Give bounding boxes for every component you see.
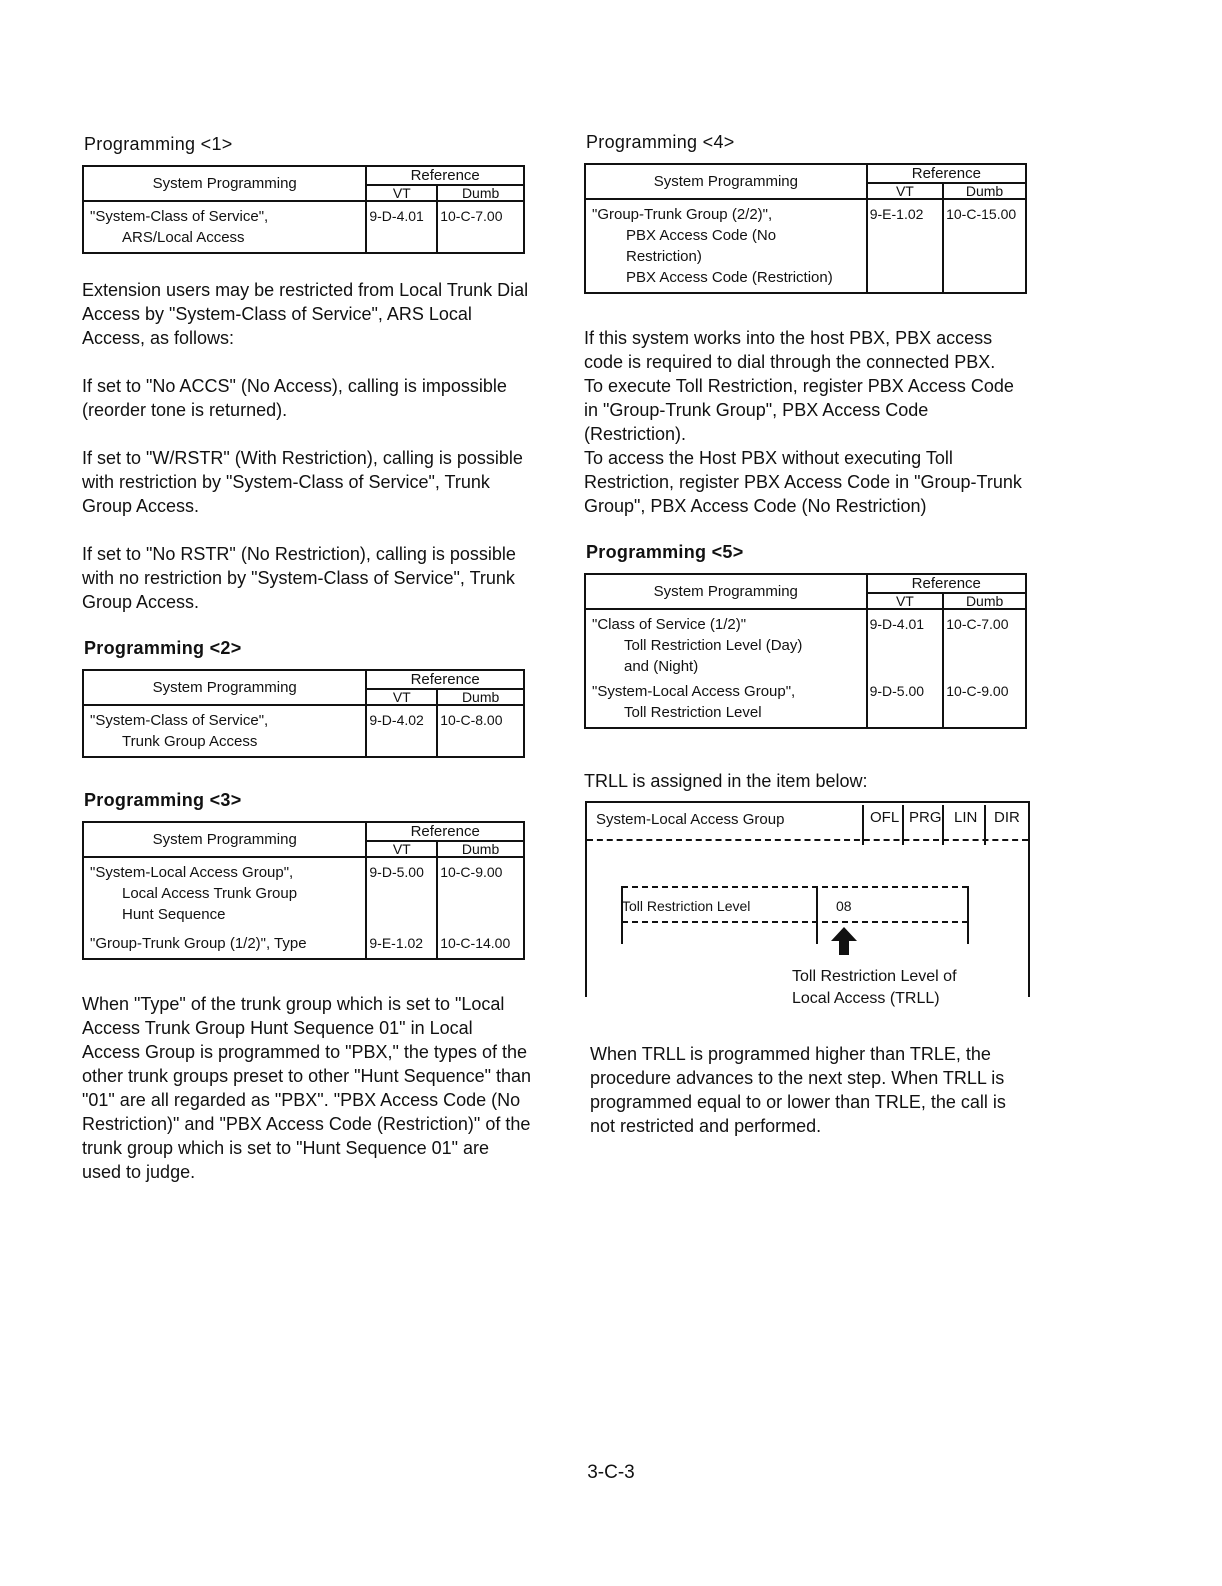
toll-restriction-level-label: Toll Restriction Level — [622, 898, 751, 914]
paragraph: If set to "W/RSTR" (With Restriction), calling is possible with restriction by "System-Class of Service", Trunk Group Access. — [82, 448, 523, 516]
paragraph: Extension users may be restricted from Local Trunk Dial Access by "System-Class of Service", ARS Local Access, as follows: — [82, 280, 529, 348]
prog4-vt-header: VT — [867, 183, 943, 199]
prog1-dumb-header: Dumb — [437, 185, 524, 201]
prog3-vt-header: VT — [366, 841, 437, 857]
field-separator — [984, 805, 986, 845]
field-separator — [902, 805, 904, 845]
prog5-dumb-header: Dumb — [943, 593, 1026, 609]
prog2-system-programming-header: System Programming — [83, 670, 366, 705]
caption-line: Local Access (TRLL) — [792, 990, 940, 1007]
prog2-table — [82, 669, 525, 758]
item-line: "Group-Trunk Group (2/2)", — [592, 206, 773, 223]
item-line: PBX Access Code (No — [626, 227, 777, 244]
item-line: "System-Local Access Group", — [592, 683, 796, 700]
right-column — [584, 132, 1032, 1138]
item-line: Toll Restriction Level — [624, 704, 762, 721]
prog5-title: Programming <5> — [586, 542, 744, 562]
prog3-title: Programming <3> — [84, 790, 242, 810]
prog2-dumb-value: 10-C-8.00 — [437, 705, 524, 757]
prog2-vt-value: 9-D-4.02 — [366, 705, 437, 757]
prog2-reference-header: Reference — [366, 670, 524, 689]
paragraph: To access the Host PBX without executing Toll Restriction, register PBX Access Code in "Group-Trunk Group", PBX Access Code (No Restriction) — [584, 448, 1022, 516]
prog3-reference-header: Reference — [366, 822, 524, 841]
left-column — [82, 134, 532, 1184]
item-line: "System-Class of Service", — [90, 712, 269, 729]
item-line: "System-Local Access Group", — [90, 864, 294, 881]
field-prg: PRG — [909, 809, 942, 826]
frame-dashed-line — [587, 839, 1028, 841]
item-line: Hunt Sequence — [122, 906, 226, 923]
item-line: PBX Access Code (Restriction) — [626, 269, 833, 286]
trll-caption — [792, 966, 957, 1010]
prog3-item-2 — [83, 929, 366, 959]
page-number: 3-C-3 — [587, 1462, 635, 1483]
item-line: ARS/Local Access — [122, 229, 245, 246]
prog5-dumb-value-1: 10-C-7.00 — [943, 609, 1026, 681]
prog5-system-programming-header: System Programming — [585, 574, 867, 609]
prog2-vt-header: VT — [366, 689, 437, 705]
table-row — [585, 681, 1026, 728]
prog3-dumb-value-1: 10-C-9.00 — [437, 857, 524, 929]
paragraph: If set to "No RSTR" (No Restriction), calling is possible with no restriction by "System-Class of Service", Trunk Group Access. — [82, 544, 516, 612]
prog3-system-programming-header: System Programming — [83, 822, 366, 857]
prog1-table — [82, 165, 525, 254]
item-line: and (Night) — [624, 658, 699, 675]
frame-top-line — [585, 801, 1030, 803]
toll-restriction-level-value: 08 — [836, 898, 852, 914]
prog5-vt-header: VT — [867, 593, 944, 609]
prog1-dumb-value: 10-C-7.00 — [437, 201, 524, 253]
arrow-up-icon — [831, 927, 857, 955]
prog5-table — [584, 573, 1027, 729]
prog3-dumb-value-2: 10-C-14.00 — [437, 929, 524, 959]
inner-box-right — [967, 886, 969, 944]
field-ofl: OFL — [870, 809, 900, 826]
field-separator — [942, 805, 944, 845]
prog4-reference-header: Reference — [867, 164, 1026, 183]
prog2-title: Programming <2> — [84, 638, 242, 658]
prog1-reference-header: Reference — [366, 166, 524, 185]
prog5-dumb-value-2: 10-C-9.00 — [943, 681, 1026, 728]
table-row — [83, 929, 524, 959]
field-separator — [862, 805, 864, 845]
trll-title: System-Local Access Group — [596, 811, 785, 828]
prog4-dumb-value: 10-C-15.00 — [943, 199, 1026, 293]
prog1-title: Programming <1> — [84, 134, 233, 154]
prog5-vt-value-1: 9-D-4.01 — [867, 609, 944, 681]
prog5-item-1 — [585, 609, 867, 681]
inner-box-divider — [816, 886, 818, 944]
table-row — [83, 201, 524, 253]
caption-line: Toll Restriction Level of — [792, 968, 957, 985]
prog3-item-1 — [83, 857, 366, 929]
prog1-item — [83, 201, 366, 253]
field-dir: DIR — [994, 809, 1020, 826]
table-row — [83, 705, 524, 757]
inner-box-middle — [622, 921, 968, 923]
prog5-vt-value-2: 9-D-5.00 — [867, 681, 944, 728]
prog3-vt-value-2: 9-E-1.02 — [366, 929, 437, 959]
prog3-table — [82, 821, 525, 960]
frame-right-line — [1028, 801, 1030, 997]
paragraph: To execute Toll Restriction, register PBX Access Code in "Group-Trunk Group", PBX Access Code (Restriction). — [584, 376, 1014, 444]
prog1-vt-value: 9-D-4.01 — [366, 201, 437, 253]
paragraph: When "Type" of the trunk group which is set to "Local Access Trunk Group Hunt Sequence 01" in Local Access Group is programmed to "PBX," the types of the other trunk groups preset to other "Hunt Sequence" than "01" are all regarded as "PBX". "PBX Access Code (No Restriction)" and "PBX Access Code (Restriction)" of the trunk group which is set to "Hunt Sequence 01" are used to judge. — [82, 994, 532, 1182]
item-line: "Class of Service (1/2)" — [592, 616, 747, 633]
prog2-dumb-header: Dumb — [437, 689, 524, 705]
table-row — [585, 609, 1026, 681]
trll-diagram — [584, 801, 1032, 1006]
prog4-vt-value: 9-E-1.02 — [867, 199, 943, 293]
item-line: Trunk Group Access — [122, 733, 258, 750]
paragraph: When TRLL is programmed higher than TRLE, the procedure advances to the next step. When TRLL is programmed equal to or lower than TRLE, the call is not restricted and performed. — [590, 1044, 1006, 1136]
prog4-system-programming-header: System Programming — [585, 164, 867, 199]
prog4-item — [585, 199, 867, 293]
prog4-dumb-header: Dumb — [943, 183, 1026, 199]
prog5-item-2 — [585, 681, 867, 728]
trll-intro: TRLL is assigned in the item below: — [584, 771, 868, 791]
prog3-vt-value-1: 9-D-5.00 — [366, 857, 437, 929]
prog4-title: Programming <4> — [586, 132, 735, 152]
prog1-system-programming-header: System Programming — [83, 166, 366, 201]
paragraph: If set to "No ACCS" (No Access), calling is impossible (reorder tone is returned). — [82, 376, 507, 420]
prog2-item — [83, 705, 366, 757]
inner-box-top — [622, 886, 968, 888]
item-line: Restriction) — [626, 248, 702, 265]
table-row — [585, 199, 1026, 293]
table-row — [83, 857, 524, 929]
prog4-table — [584, 163, 1027, 294]
frame-left-line — [585, 801, 587, 997]
item-line: "System-Class of Service", — [90, 208, 269, 225]
prog5-reference-header: Reference — [867, 574, 1026, 593]
item-line: Local Access Trunk Group — [122, 885, 298, 902]
prog1-vt-header: VT — [366, 185, 437, 201]
paragraph: If this system works into the host PBX, PBX access code is required to dial through the connected PBX. — [584, 328, 996, 372]
item-line: Toll Restriction Level (Day) — [624, 637, 803, 654]
field-lin: LIN — [954, 809, 978, 826]
prog3-dumb-header: Dumb — [437, 841, 524, 857]
item-line: "Group-Trunk Group (1/2)", Type — [90, 935, 307, 952]
inner-box-left — [621, 886, 623, 944]
